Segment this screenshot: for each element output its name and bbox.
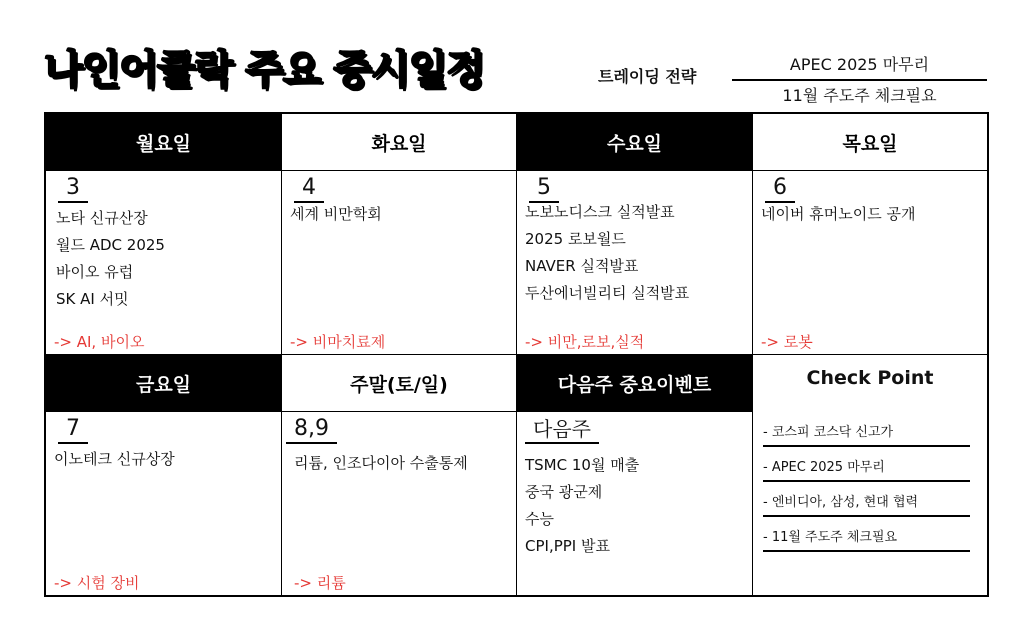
day-item: 세계 비만학회 — [290, 205, 382, 223]
checkpoint-list — [763, 412, 970, 552]
day-items — [525, 452, 639, 560]
header-tuesday: 화요일 — [282, 114, 517, 171]
day-note: -> 리튬 — [294, 574, 346, 592]
day-item: 수능 — [525, 510, 554, 528]
day-items — [290, 201, 382, 228]
checkpoint-item: - 코스피 코스닥 신고가 — [763, 412, 970, 447]
checkpoint-panel — [753, 355, 987, 595]
day-cell-monday — [46, 171, 282, 355]
day-item: 노타 신규산장 — [56, 209, 148, 227]
day-item: SK AI 서밋 — [56, 290, 129, 308]
day-item: 바이오 유럽 — [56, 263, 134, 281]
day-note: -> 시험 장비 — [54, 574, 140, 592]
day-items — [294, 450, 468, 477]
day-items — [54, 446, 175, 473]
day-item: NAVER 실적발표 — [525, 257, 639, 275]
day-cell-wednesday — [517, 171, 753, 355]
header-weekend: 주말(토/일) — [282, 355, 517, 412]
day-note: -> 비마치료제 — [290, 333, 386, 351]
header-friday: 금요일 — [46, 355, 282, 412]
day-note: -> 로봇 — [761, 333, 813, 351]
day-item: CPI,PPI 발표 — [525, 537, 610, 555]
header-thursday: 목요일 — [753, 114, 987, 171]
day-item: 월드 ADC 2025 — [56, 236, 165, 254]
day-item: 리튬, 인조다이아 수출통제 — [294, 454, 468, 472]
strategy-line-1: APEC 2025 마무리 — [732, 52, 987, 81]
day-number: 5 — [529, 175, 559, 203]
strategy-label: 트레이딩 전략 — [598, 67, 697, 86]
checkpoint-title: Check Point — [806, 367, 934, 389]
day-cell-weekend — [282, 412, 517, 595]
day-number: 3 — [58, 175, 88, 203]
day-number: 8,9 — [286, 416, 337, 444]
day-items — [761, 201, 915, 228]
day-item: 이노테크 신규상장 — [54, 450, 175, 468]
header-monday: 월요일 — [46, 114, 282, 171]
day-item: TSMC 10월 매출 — [525, 456, 640, 474]
day-label: 다음주 — [525, 416, 599, 444]
checkpoint-item: - 엔비디아, 삼성, 현대 협력 — [763, 482, 970, 517]
strategy-box — [732, 52, 987, 106]
day-item: 두산에너빌리티 실적발표 — [525, 284, 690, 302]
strategy-line-2: 11월 주도주 체크필요 — [782, 86, 937, 105]
day-item: 2025 로보월드 — [525, 230, 626, 248]
day-cell-next-week — [517, 412, 753, 595]
day-items — [56, 205, 165, 313]
day-items — [525, 199, 689, 307]
day-item: 네이버 휴머노이드 공개 — [761, 205, 916, 223]
day-cell-thursday — [753, 171, 987, 355]
day-note: -> 비만,로보,실적 — [525, 333, 645, 351]
checkpoint-item: - APEC 2025 마무리 — [763, 447, 970, 482]
checkpoint-item: - 11월 주도주 체크필요 — [763, 517, 970, 552]
day-cell-tuesday — [282, 171, 517, 355]
header-wednesday: 수요일 — [517, 114, 753, 171]
schedule-grid — [44, 112, 989, 597]
day-number: 6 — [765, 175, 795, 203]
day-number: 7 — [58, 416, 88, 444]
header-next-week: 다음주 중요이벤트 — [517, 355, 753, 412]
day-number: 4 — [294, 175, 324, 203]
day-item: 노보노디스크 실적발표 — [525, 203, 675, 221]
day-note: -> AI, 바이오 — [54, 333, 145, 351]
day-item: 중국 광군제 — [525, 483, 603, 501]
page-title: 나인어클락 주요 증시일정 — [44, 47, 484, 93]
day-cell-friday — [46, 412, 282, 595]
